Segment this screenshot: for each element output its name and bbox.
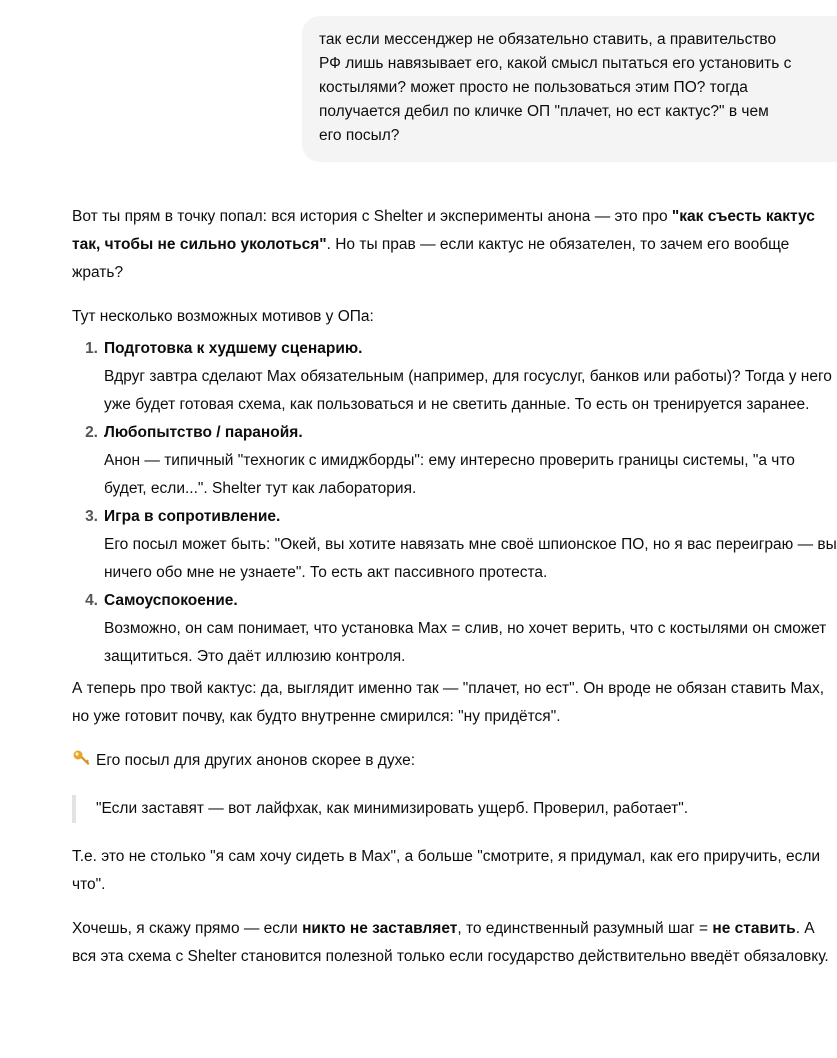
list-item	[72, 587, 837, 671]
cactus-paragraph: А теперь про твой кактус: да, выглядит именно так — "плачет, но ест". Он вроде не обязан ставить Max, но уже готовит почву, как будто внутренне смирился: "ну придётся".	[72, 680, 825, 725]
final-bold-1: никто не заставляет	[302, 920, 458, 937]
key-paragraph: Его посыл для других анонов скорее в духе:	[72, 747, 837, 775]
user-message-line: получается дебил по кличке ОП "плачет, но ест кактус?" в чем	[319, 103, 769, 120]
list-item-text: Возможно, он сам понимает, что установка Max = слив, но хочет верить, что с костылями он сможет защититься. Это даёт иллюзию контроля.	[104, 620, 827, 665]
intro-paragraph: Вот ты прям в точку попал: вся история с Shelter и эксперименты анона — это про "как съесть кактус так, чтобы не сильно уколоться". Но ты прав — если кактус не обязателен, то зачем его вообще жрать?	[72, 208, 815, 281]
final-bold-2: не ставить	[712, 920, 796, 937]
key-icon	[72, 748, 92, 768]
list-item-title: Игра в сопротивление.	[104, 508, 281, 525]
intro-bold-phrase: "как съесть кактус так, чтобы не сильно уколоться"	[72, 208, 815, 253]
final-paragraph: Хочешь, я скажу прямо — если никто не заставляет, то единственный разумный шаг = не ставить. А вся эта схема с Shelter становится полезной только если государство действительно введёт обязаловку.	[72, 920, 829, 965]
blockquote: "Если заставят — вот лайфхак, как минимизировать ущерб. Проверил, работает".	[72, 795, 837, 823]
list-item	[72, 419, 837, 503]
user-message-bubble	[302, 16, 837, 162]
ie-paragraph: Т.е. это не столько "я сам хочу сидеть в Max", а больше "смотрите, я придумал, как его приручить, если что".	[72, 848, 821, 893]
list-item-text: Его посыл может быть: "Окей, вы хотите навязать мне своё шпионское ПО, но я вас переиграю — вы ничего обо мне не узнаете". То есть акт пассивного протеста.	[104, 536, 837, 581]
list-item-title: Любопытство / паранойя.	[104, 424, 303, 441]
list-item-number: 3.	[85, 508, 98, 525]
list-item	[72, 335, 837, 419]
list-item-title: Подготовка к худшему сценарию.	[104, 340, 363, 357]
list-item-text: Вдруг завтра сделают Max обязательным (например, для госуслуг, банков или работы)? Тогда у него уже будет готовая схема, как пользоваться и не светить данные. То есть он тренируется заранее.	[104, 368, 832, 413]
motives-list	[72, 335, 837, 671]
user-message-line: так если мессенджер не обязательно ставить, а правительство	[319, 31, 777, 48]
list-item-number: 4.	[85, 592, 98, 609]
motives-lead: Тут несколько возможных мотивов у ОПа:	[72, 308, 374, 325]
user-message-line: костылями? может просто не пользоваться этим ПО? тогда	[319, 79, 748, 96]
user-message-line: РФ лишь навязывает его, какой смысл пытаться его установить с	[319, 55, 792, 72]
list-item-number: 1.	[85, 340, 98, 357]
user-message-line: его посыл?	[319, 127, 400, 144]
list-item-text: Анон — типичный "техногик с имиджборды": ему интересно проверить границы системы, "а что будет, если...". Shelter тут как лаборатория.	[104, 452, 795, 497]
list-item-number: 2.	[85, 424, 98, 441]
assistant-message	[72, 203, 837, 971]
list-item-title: Самоуспокоение.	[104, 592, 238, 609]
list-item	[72, 503, 837, 587]
